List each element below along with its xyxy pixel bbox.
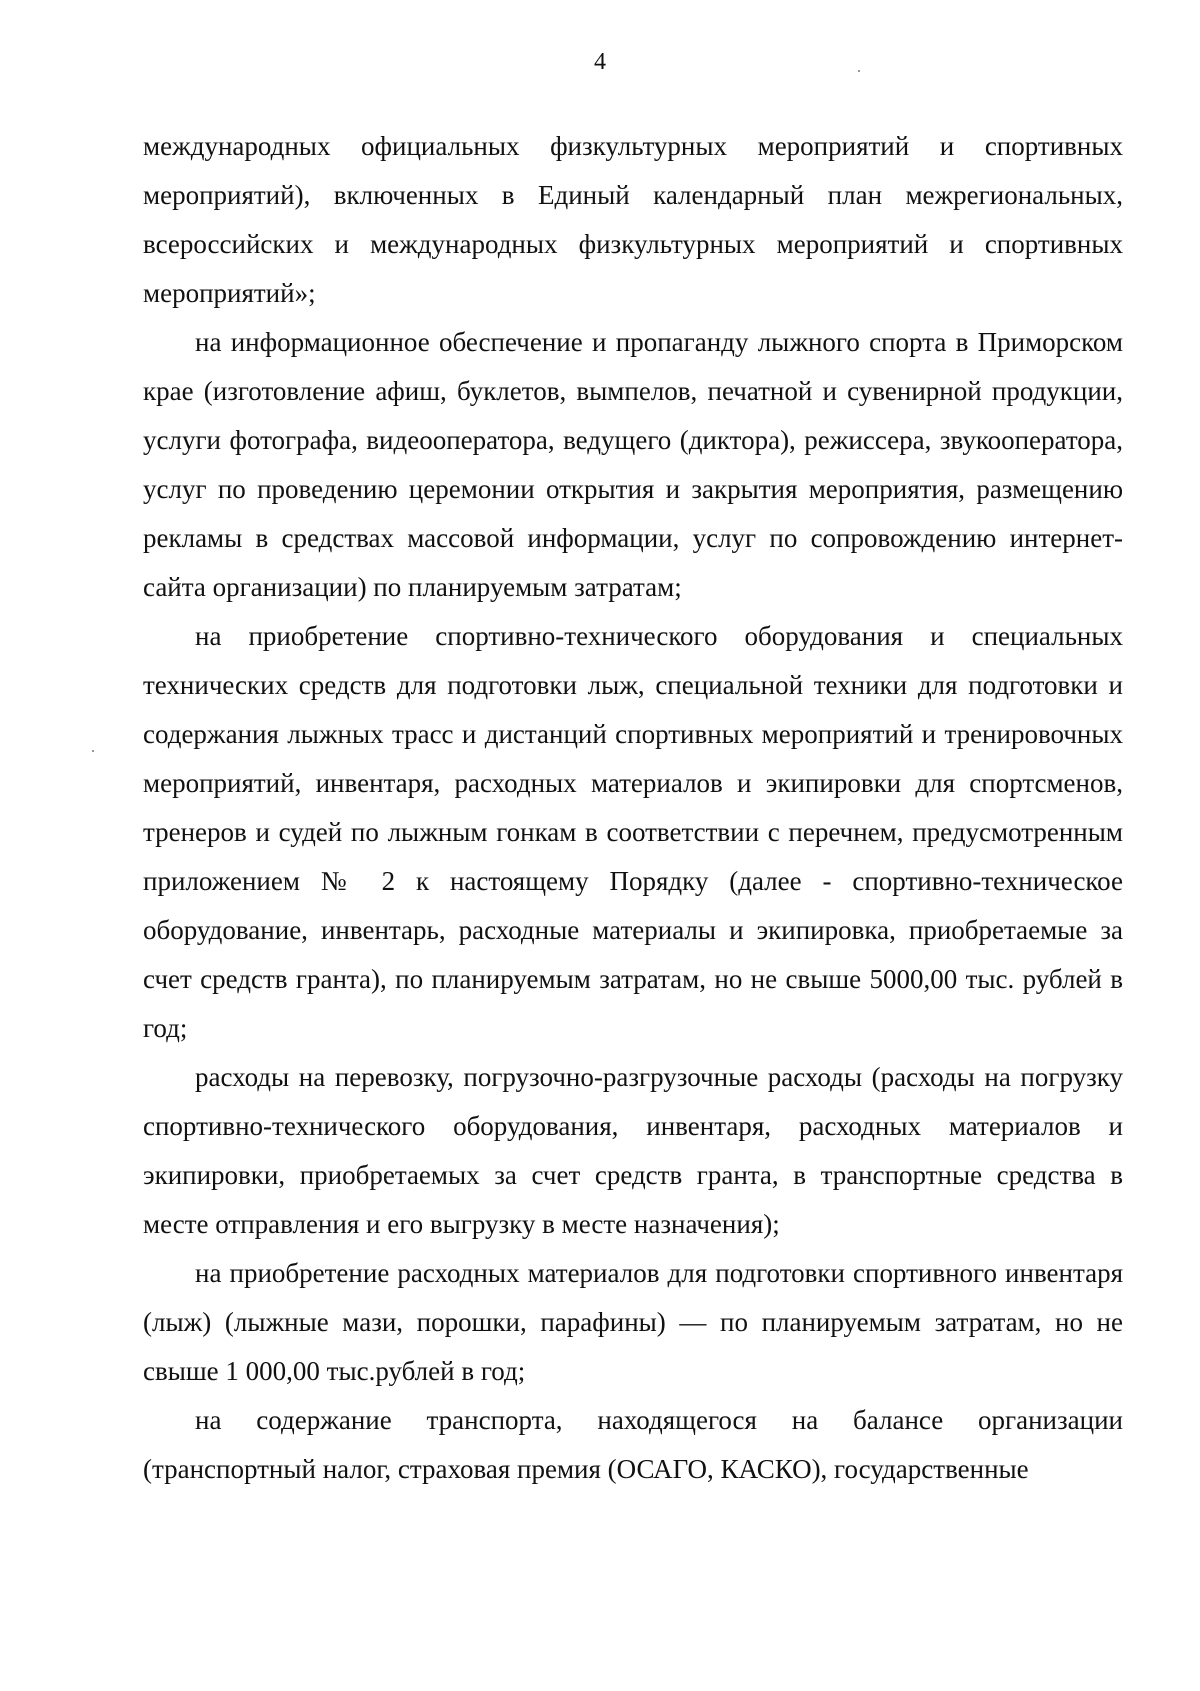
scan-speck [858, 70, 860, 72]
paragraph-continuation: международных официальных физкультурных мероприятий и спортивных мероприятий), включенных в Единый календарный план межрегиональных, всероссийских и международных физкультурных мероприятий и спортивных мероприятий»; [143, 131, 1123, 308]
scan-speck [92, 750, 94, 752]
paragraph-transport-costs: расходы на перевозку, погрузочно-разгрузочные расходы (расходы на погрузку спортивно-технического оборудования, инвентаря, расходных материалов и экипировки, приобретаемых за счет средств гранта, в транспортные средства в месте отправления и его выгрузку в месте назначения); [143, 1062, 1123, 1239]
paragraph-information-support: на информационное обеспечение и пропаганду лыжного спорта в Приморском крае (изготовление афиш, буклетов, вымпелов, печатной и сувенирной продукции, услуги фотографа, видеооператора, ведущего (диктора), режиссера, звукооператора, услуг по проведению церемонии открытия и закрытия мероприятия, размещению рекламы в средствах массовой информации, услуг по сопровождению интернет-сайта организации) по планируемым затратам; [143, 327, 1123, 602]
page-number: 4 [594, 49, 606, 75]
paragraph-consumables: на приобретение расходных материалов для подготовки спортивного инвентаря (лыж) (лыжные мази, порошки, парафины) — по планируемым затратам, но не свыше 1 000,00 тыс.рублей в год; [143, 1258, 1123, 1386]
paragraph-vehicle-maintenance: на содержание транспорта, находящегося на балансе организации (транспортный налог, страховая премия (ОСАГО, КАСКО), государственные [143, 1405, 1123, 1484]
paragraph-equipment-purchase: на приобретение спортивно-технического оборудования и специальных технических средств для подготовки лыж, специальной техники для подготовки и содержания лыжных трасс и дистанций спортивных мероприятий и тренировочных мероприятий, инвентаря, расходных материалов и экипировки для спортсменов, тренеров и судей по лыжным гонкам в соответствии с перечнем, предусмотренным приложением № 2 к настоящему Порядку (далее - спортивно-техническое оборудование, инвентарь, расходные материалы и экипировка, приобретаемые за счет средств гранта), по планируемым затратам, но не свыше 5000,00 тыс. рублей в год; [143, 621, 1123, 1043]
document-body [143, 122, 1123, 1494]
